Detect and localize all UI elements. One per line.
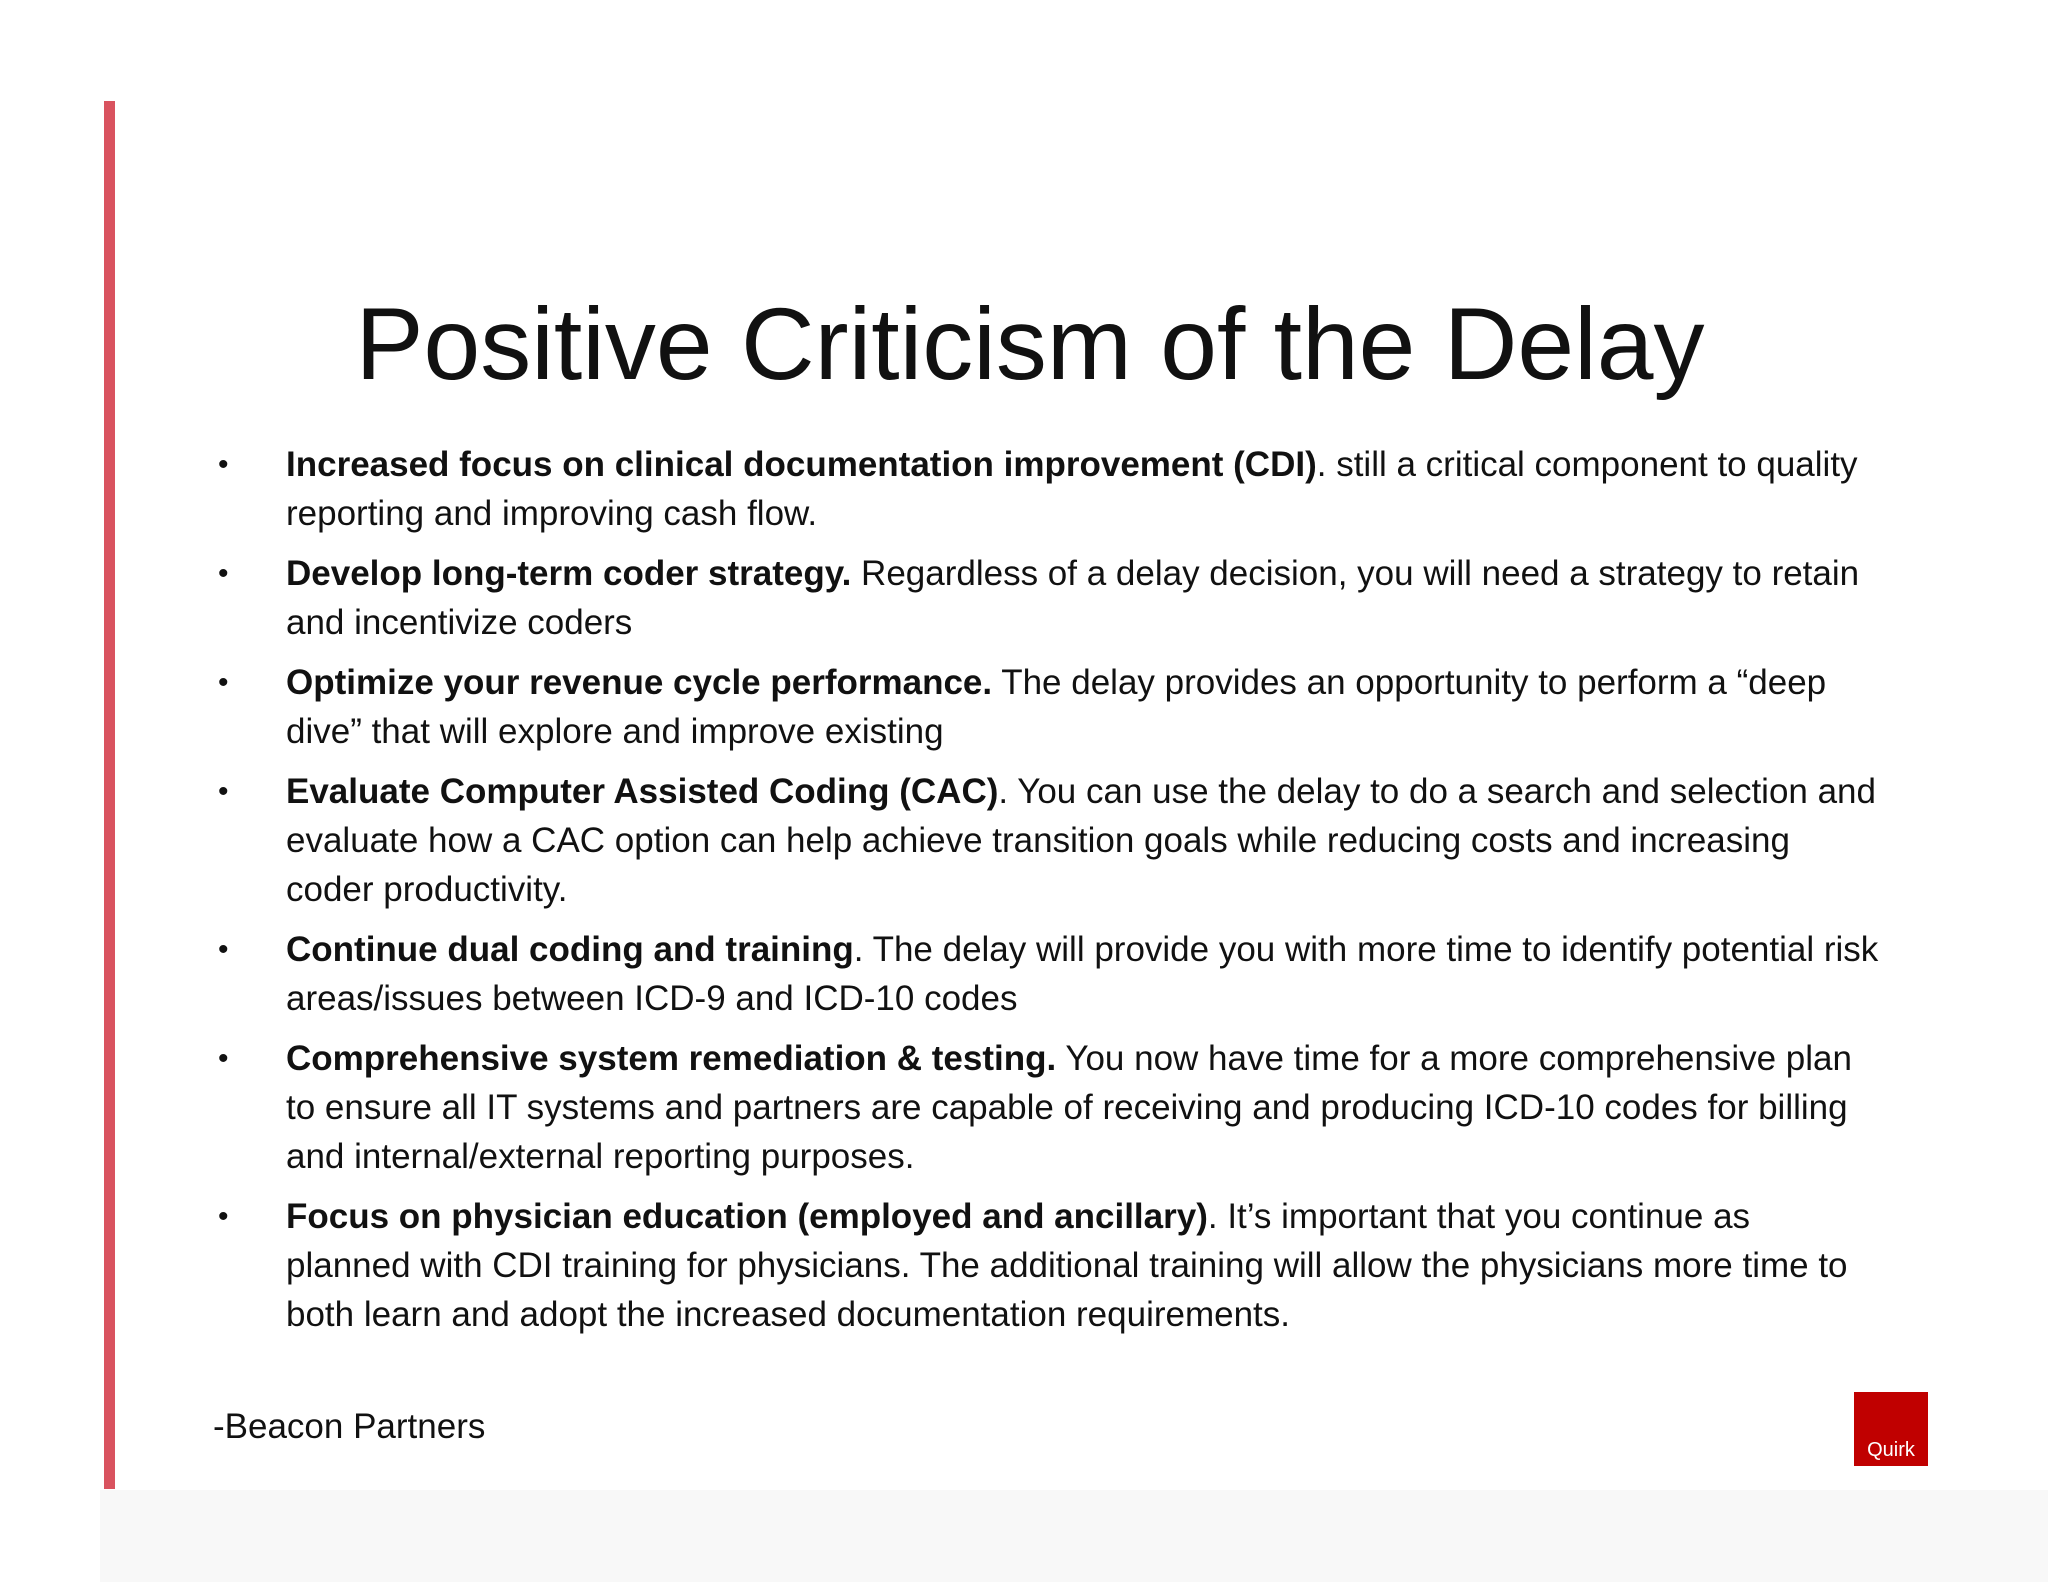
bullet-body: . The delay will provide you with more time to identify potential risk areas/issues between ICD-9 and ICD-10 codes <box>286 930 1879 1018</box>
bullet-body: . It’s important that you continue as planned with CDI training for physicians. The additional training will allow the physicians more time to both learn and adopt the increased documentation requirements. <box>286 1197 1848 1334</box>
bullet-icon: • <box>218 666 229 699</box>
bullet-item <box>212 1192 1892 1339</box>
bullet-text <box>286 1034 1882 1181</box>
bullet-icon: • <box>218 1200 229 1233</box>
bullet-heading: Comprehensive system remediation & testing. <box>286 1039 1057 1078</box>
bullet-text <box>286 440 1882 538</box>
quirk-logo-text: Quirk <box>1867 1439 1915 1461</box>
bullet-item <box>212 767 1892 914</box>
bullet-icon: • <box>218 1042 229 1075</box>
slide-title: Positive Criticism of the Delay <box>355 287 1705 402</box>
bullet-icon: • <box>218 933 229 966</box>
bullet-text <box>286 658 1882 756</box>
bullet-heading: Optimize your revenue cycle performance. <box>286 663 993 702</box>
bullet-body: You now have time for a more comprehensive plan to ensure all IT systems and partners are capable of receiving and producing ICD-10 codes for billing and internal/external reporting purposes. <box>286 1039 1852 1176</box>
bullet-text <box>286 925 1882 1023</box>
bottom-band <box>100 1490 2048 1582</box>
bullet-heading: Focus on physician education (employed and ancillary) <box>286 1197 1208 1236</box>
bullet-text <box>286 1192 1882 1339</box>
bullet-item <box>212 549 1892 647</box>
quirk-logo <box>1854 1392 1928 1466</box>
bullet-heading: Evaluate Computer Assisted Coding (CAC) <box>286 772 999 811</box>
bullet-item <box>212 1034 1892 1181</box>
bullet-body: . still a critical component to quality reporting and improving cash flow. <box>286 445 1858 533</box>
bullet-list <box>212 440 1892 1350</box>
bullet-item <box>212 658 1892 756</box>
bullet-text <box>286 549 1882 647</box>
bullet-icon: • <box>218 775 229 808</box>
source-credit: -Beacon Partners <box>213 1407 486 1446</box>
bullet-body: The delay provides an opportunity to perform a “deep dive” that will explore and improve existing <box>286 663 1827 751</box>
bullet-heading: Develop long-term coder strategy. <box>286 554 852 593</box>
bullet-body: Regardless of a delay decision, you will need a strategy to retain and incentivize coders <box>286 554 1860 642</box>
bullet-text <box>286 767 1882 914</box>
bullet-icon: • <box>218 448 229 481</box>
bullet-body: . You can use the delay to do a search and selection and evaluate how a CAC option can help achieve transition goals while reducing costs and increasing coder productivity. <box>286 772 1876 909</box>
bullet-icon: • <box>218 557 229 590</box>
accent-bar <box>104 101 115 1489</box>
bullet-heading: Increased focus on clinical documentation improvement (CDI) <box>286 445 1317 484</box>
bullet-heading: Continue dual coding and training <box>286 930 854 969</box>
bullet-item <box>212 440 1892 538</box>
bullet-item <box>212 925 1892 1023</box>
